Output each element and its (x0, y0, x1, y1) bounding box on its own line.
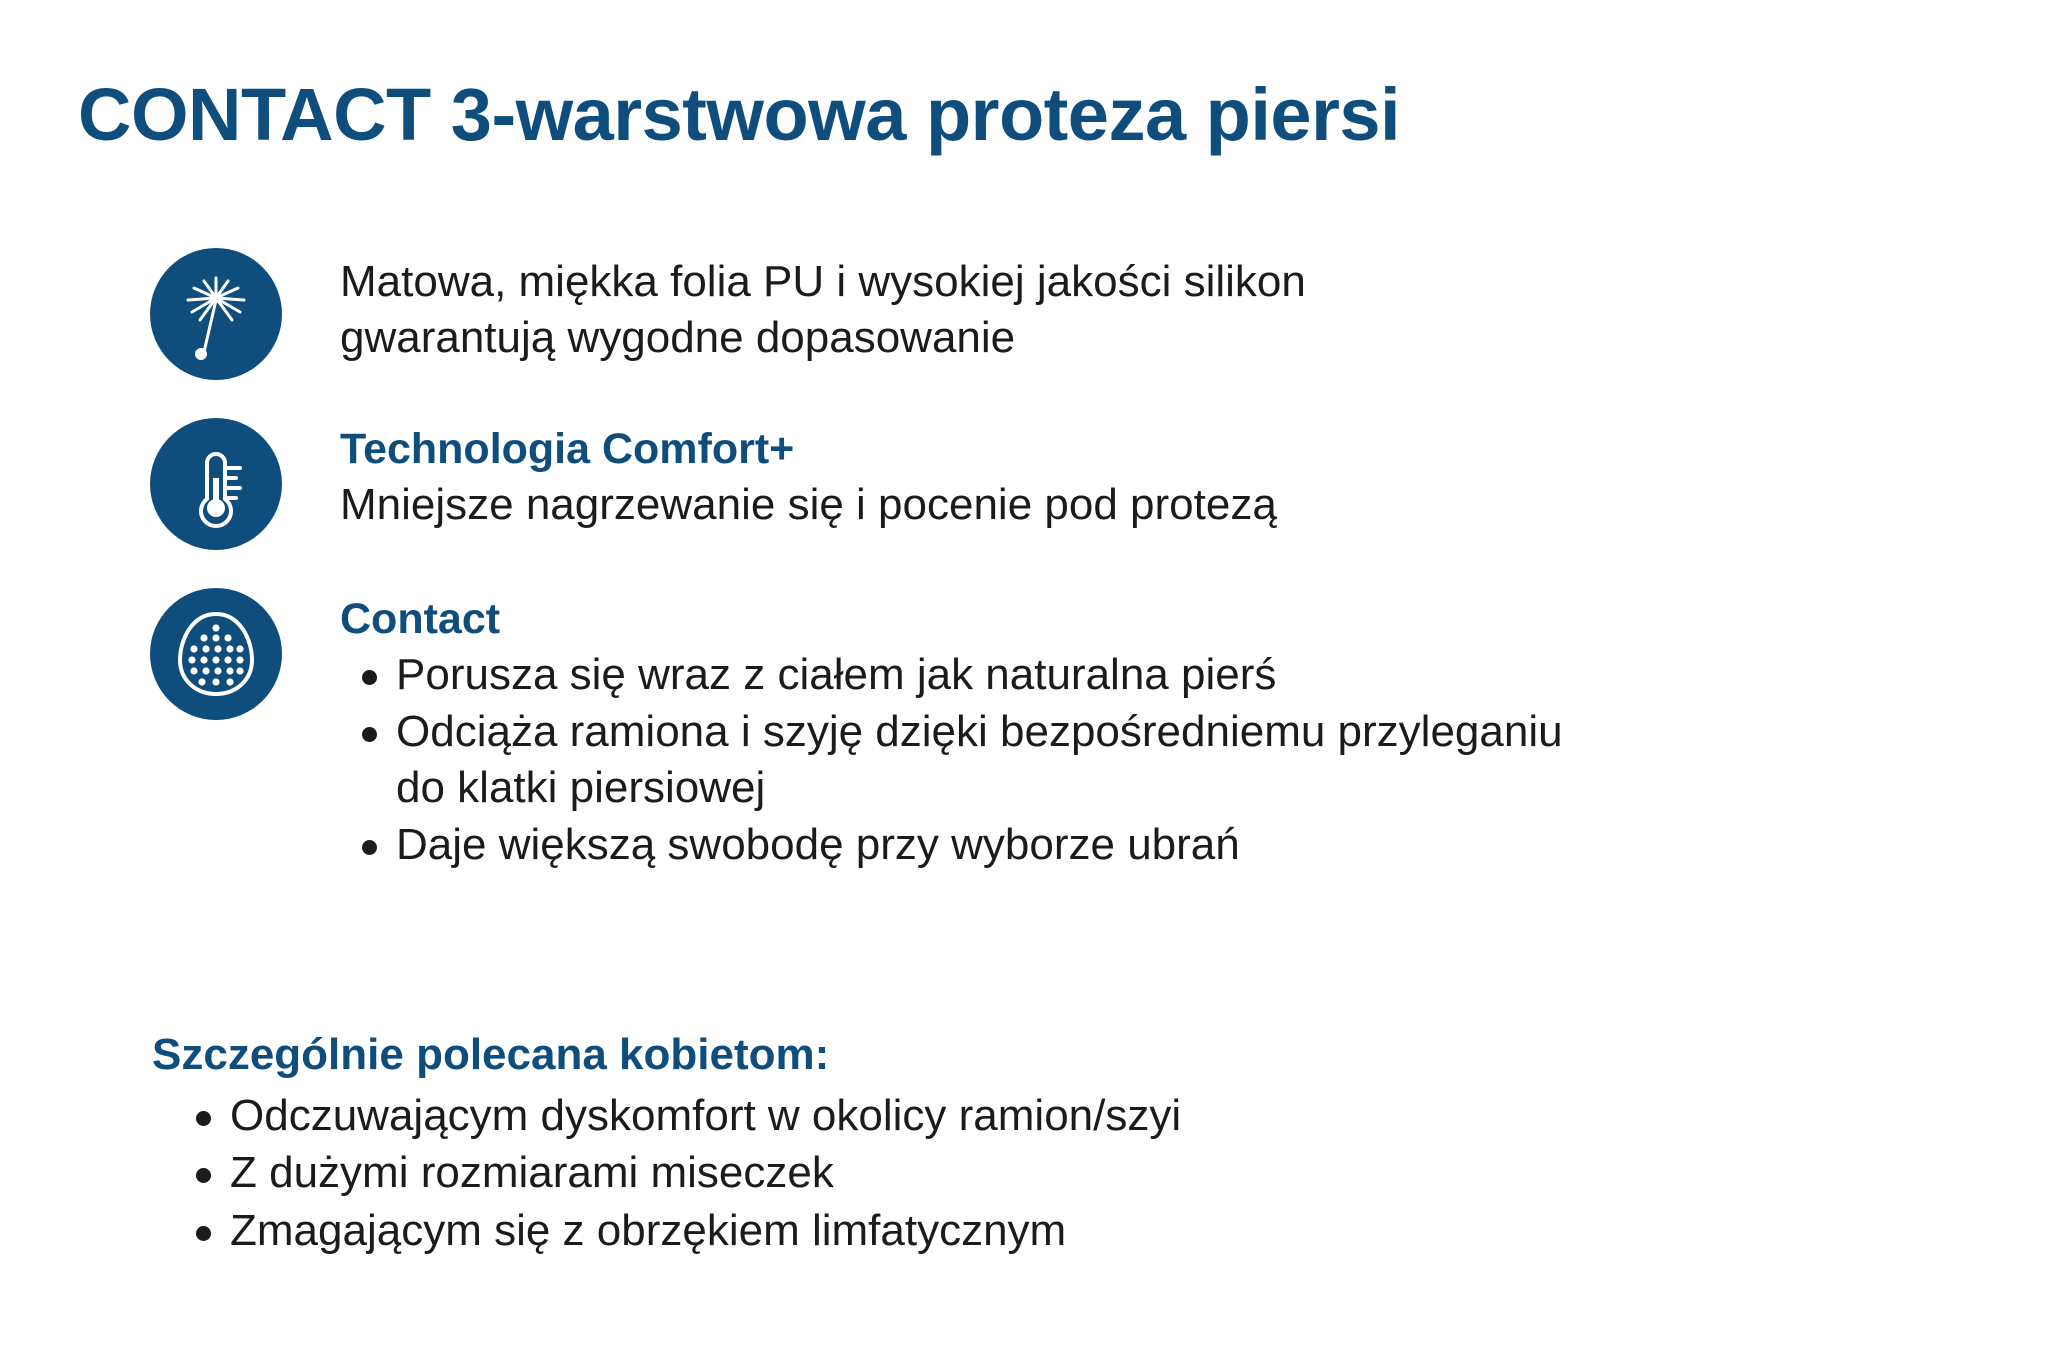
thermometer-icon (150, 418, 282, 550)
feature-body (340, 248, 2030, 367)
list-item (152, 1203, 1952, 1258)
recommendation-block (152, 1030, 1952, 1260)
feature-text (340, 254, 2030, 367)
feature-text (340, 477, 2030, 533)
recommendation-heading: Szczególnie polecana kobietom: (152, 1030, 830, 1079)
list-item (152, 1145, 1952, 1200)
bullet-line-1: Porusza się wraz z ciałem jak naturalna pierś (396, 649, 1277, 699)
list-item (340, 817, 2030, 872)
bullet-line-1: Daje większą swobodę przy wyborze ubrań (396, 820, 1240, 870)
list-item (152, 1088, 1952, 1143)
feature-text-line-1: Mniejsze nagrzewanie się i pocenie pod protezą (340, 479, 1277, 529)
dotted-dome-icon (150, 588, 282, 720)
feature-text-line-1: Matowa, miękka folia PU i wysokiej jakości silikon (340, 257, 1306, 306)
bullet-line-1: Odciąża ramiona i szyję dzięki bezpośredniemu przyleganiu (396, 707, 1563, 757)
recommendation-item-text: Z dużymi rozmiarami miseczek (230, 1148, 834, 1198)
recommendation-list (152, 1088, 1952, 1258)
bullet-line-2: do klatki piersiowej (396, 762, 766, 812)
feature-text-line-2: gwarantują wygodne dopasowanie (340, 313, 1016, 363)
feature-body (340, 588, 2030, 874)
dandelion-icon (150, 248, 282, 380)
feature-heading: Contact (340, 595, 501, 643)
feature-item-material (150, 248, 2030, 380)
feature-item-contact (150, 588, 2030, 874)
list-item (340, 647, 2030, 702)
feature-heading: Technologia Comfort+ (340, 425, 795, 473)
feature-bullet-list (340, 647, 2030, 873)
recommendation-item-text: Zmagającym się z obrzękiem limfatycznym (230, 1205, 1067, 1255)
feature-item-comfort (150, 418, 2030, 550)
feature-body (340, 418, 2030, 533)
recommendation-item-text: Odczuwającym dyskomfort w okolicy ramion/szyi (230, 1091, 1182, 1140)
feature-list (150, 248, 2030, 912)
list-item (340, 704, 2030, 815)
page-title: CONTACT 3-warstwowa proteza piersi (78, 73, 1401, 156)
